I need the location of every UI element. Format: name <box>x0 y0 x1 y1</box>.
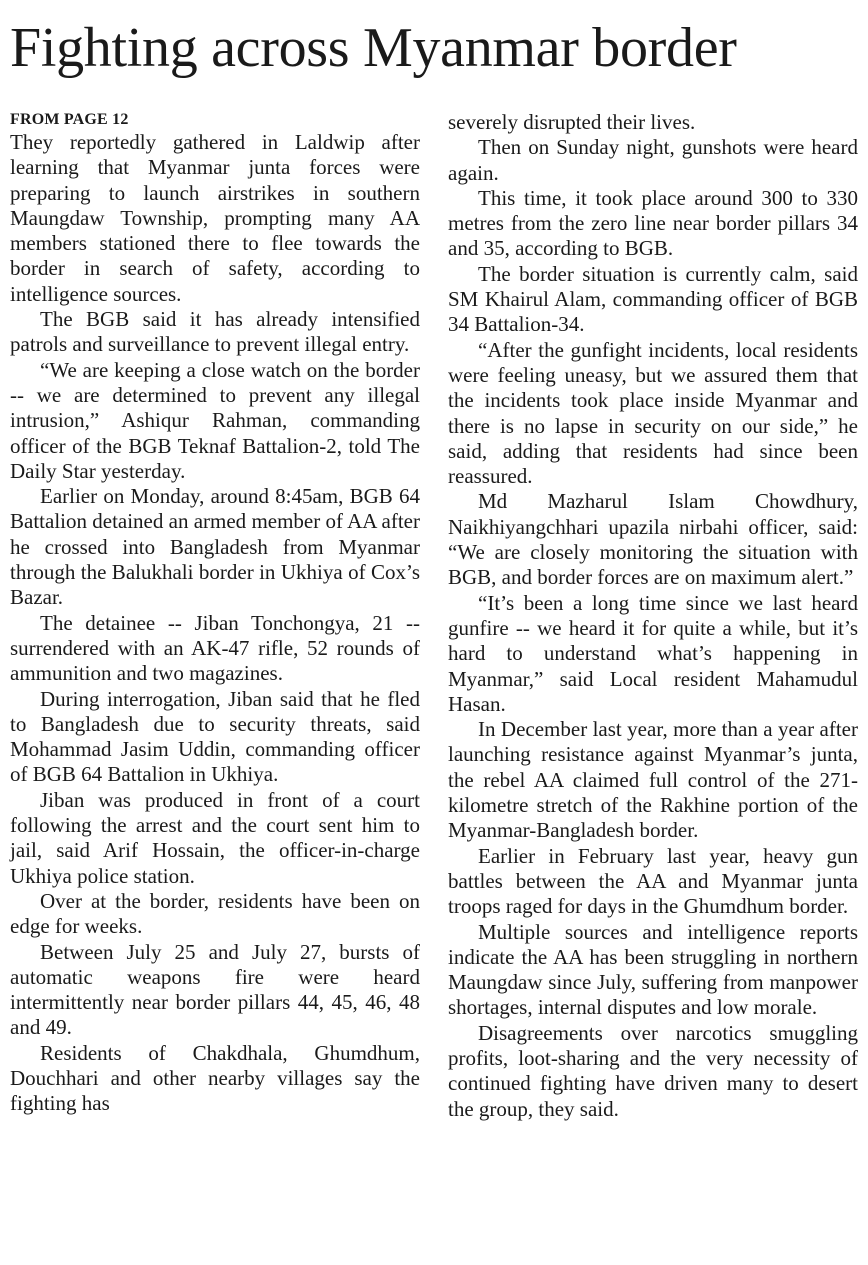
paragraph: Disagreements over narcotics smuggling profits, loot-sharing and the very necessity of continued fighting have driven many to desert the group, they said. <box>448 1020 858 1121</box>
paragraph: Then on Sunday night, gunshots were heard again. <box>448 135 858 185</box>
article-column-right <box>448 110 858 1122</box>
paragraph: Between July 25 and July 27, bursts of automatic weapons fire were heard intermittently near border pillars 44, 45, 46, 48 and 49. <box>10 939 420 1040</box>
paragraph: They reportedly gathered in Laldwip after learning that Myanmar junta forces were preparing to launch airstrikes in southern Maungdaw Township, prompting many AA members stationed there to flee towards the border in search of safety, according to intelligence sources. <box>10 130 420 306</box>
paragraph: Earlier on Monday, around 8:45am, BGB 64 Battalion detained an armed member of AA after he crossed into Bangladesh from Myanmar through the Balukhali border in Ukhiya of Cox’s Bazar. <box>10 484 420 610</box>
paragraph-continuation: severely disrupted their lives. <box>448 110 696 134</box>
paragraph: “It’s been a long time since we last heard gunfire -- we heard it for quite a while, but it’s hard to understand what’s happening in Myanmar,” said Local resident Mahamudul Hasan. <box>448 590 858 716</box>
article-column-left <box>10 110 420 1117</box>
paragraph: Multiple sources and intelligence reports indicate the AA has been struggling in northern Maungdaw since July, suffering from manpower shortages, internal disputes and low morale. <box>448 919 858 1020</box>
paragraph: The BGB said it has already intensified patrols and surveillance to prevent illegal entry. <box>10 307 420 357</box>
paragraph: Md Mazharul Islam Chowdhury, Naikhiyangchhari upazila nirbahi officer, said: “We are closely monitoring the situation with BGB, and border forces are on maximum alert.” <box>448 489 858 590</box>
jump-line: FROM PAGE 12 <box>10 111 129 128</box>
paragraph: In December last year, more than a year after launching resistance against Myanmar’s junta, the rebel AA claimed full control of the 271-kilometre stretch of the Rakhine portion of the Myanmar-Bangladesh border. <box>448 717 858 843</box>
paragraph: Earlier in February last year, heavy gun battles between the AA and Myanmar junta troops raged for days in the Ghumdhum border. <box>448 843 858 919</box>
paragraph: During interrogation, Jiban said that he fled to Bangladesh due to security threats, said Mohammad Jasim Uddin, commanding officer of BGB 64 Battalion in Ukhiya. <box>10 686 420 787</box>
paragraph: Jiban was produced in front of a court following the arrest and the court sent him to jail, said Arif Hossain, the officer-in-charge Ukhiya police station. <box>10 787 420 888</box>
headline: Fighting across Myanmar border <box>10 17 737 79</box>
paragraph: The detainee -- Jiban Tonchongya, 21 -- surrendered with an AK-47 rifle, 52 rounds of ammunition and two magazines. <box>10 610 420 686</box>
paragraph: This time, it took place around 300 to 330 metres from the zero line near border pillars 34 and 35, according to BGB. <box>448 185 858 261</box>
paragraph: “After the gunfight incidents, local residents were feeling uneasy, but we assured them that the incidents took place inside Myanmar and there is no lapse in security on our side,” he said, adding that residents had since been reassured. <box>448 337 858 489</box>
paragraph: “We are keeping a close watch on the border -- we are determined to prevent any illegal intrusion,” Ashiqur Rahman, commanding officer of the BGB Teknaf Battalion-2, told The Daily Star yesterday. <box>10 357 420 483</box>
paragraph: Over at the border, residents have been on edge for weeks. <box>10 888 420 939</box>
paragraph: The border situation is currently calm, said SM Khairul Alam, commanding officer of BGB 34 Battalion-34. <box>448 261 858 337</box>
paragraph: Residents of Chakdhala, Ghumdhum, Douchhari and other nearby villages say the fighting has <box>10 1040 420 1116</box>
